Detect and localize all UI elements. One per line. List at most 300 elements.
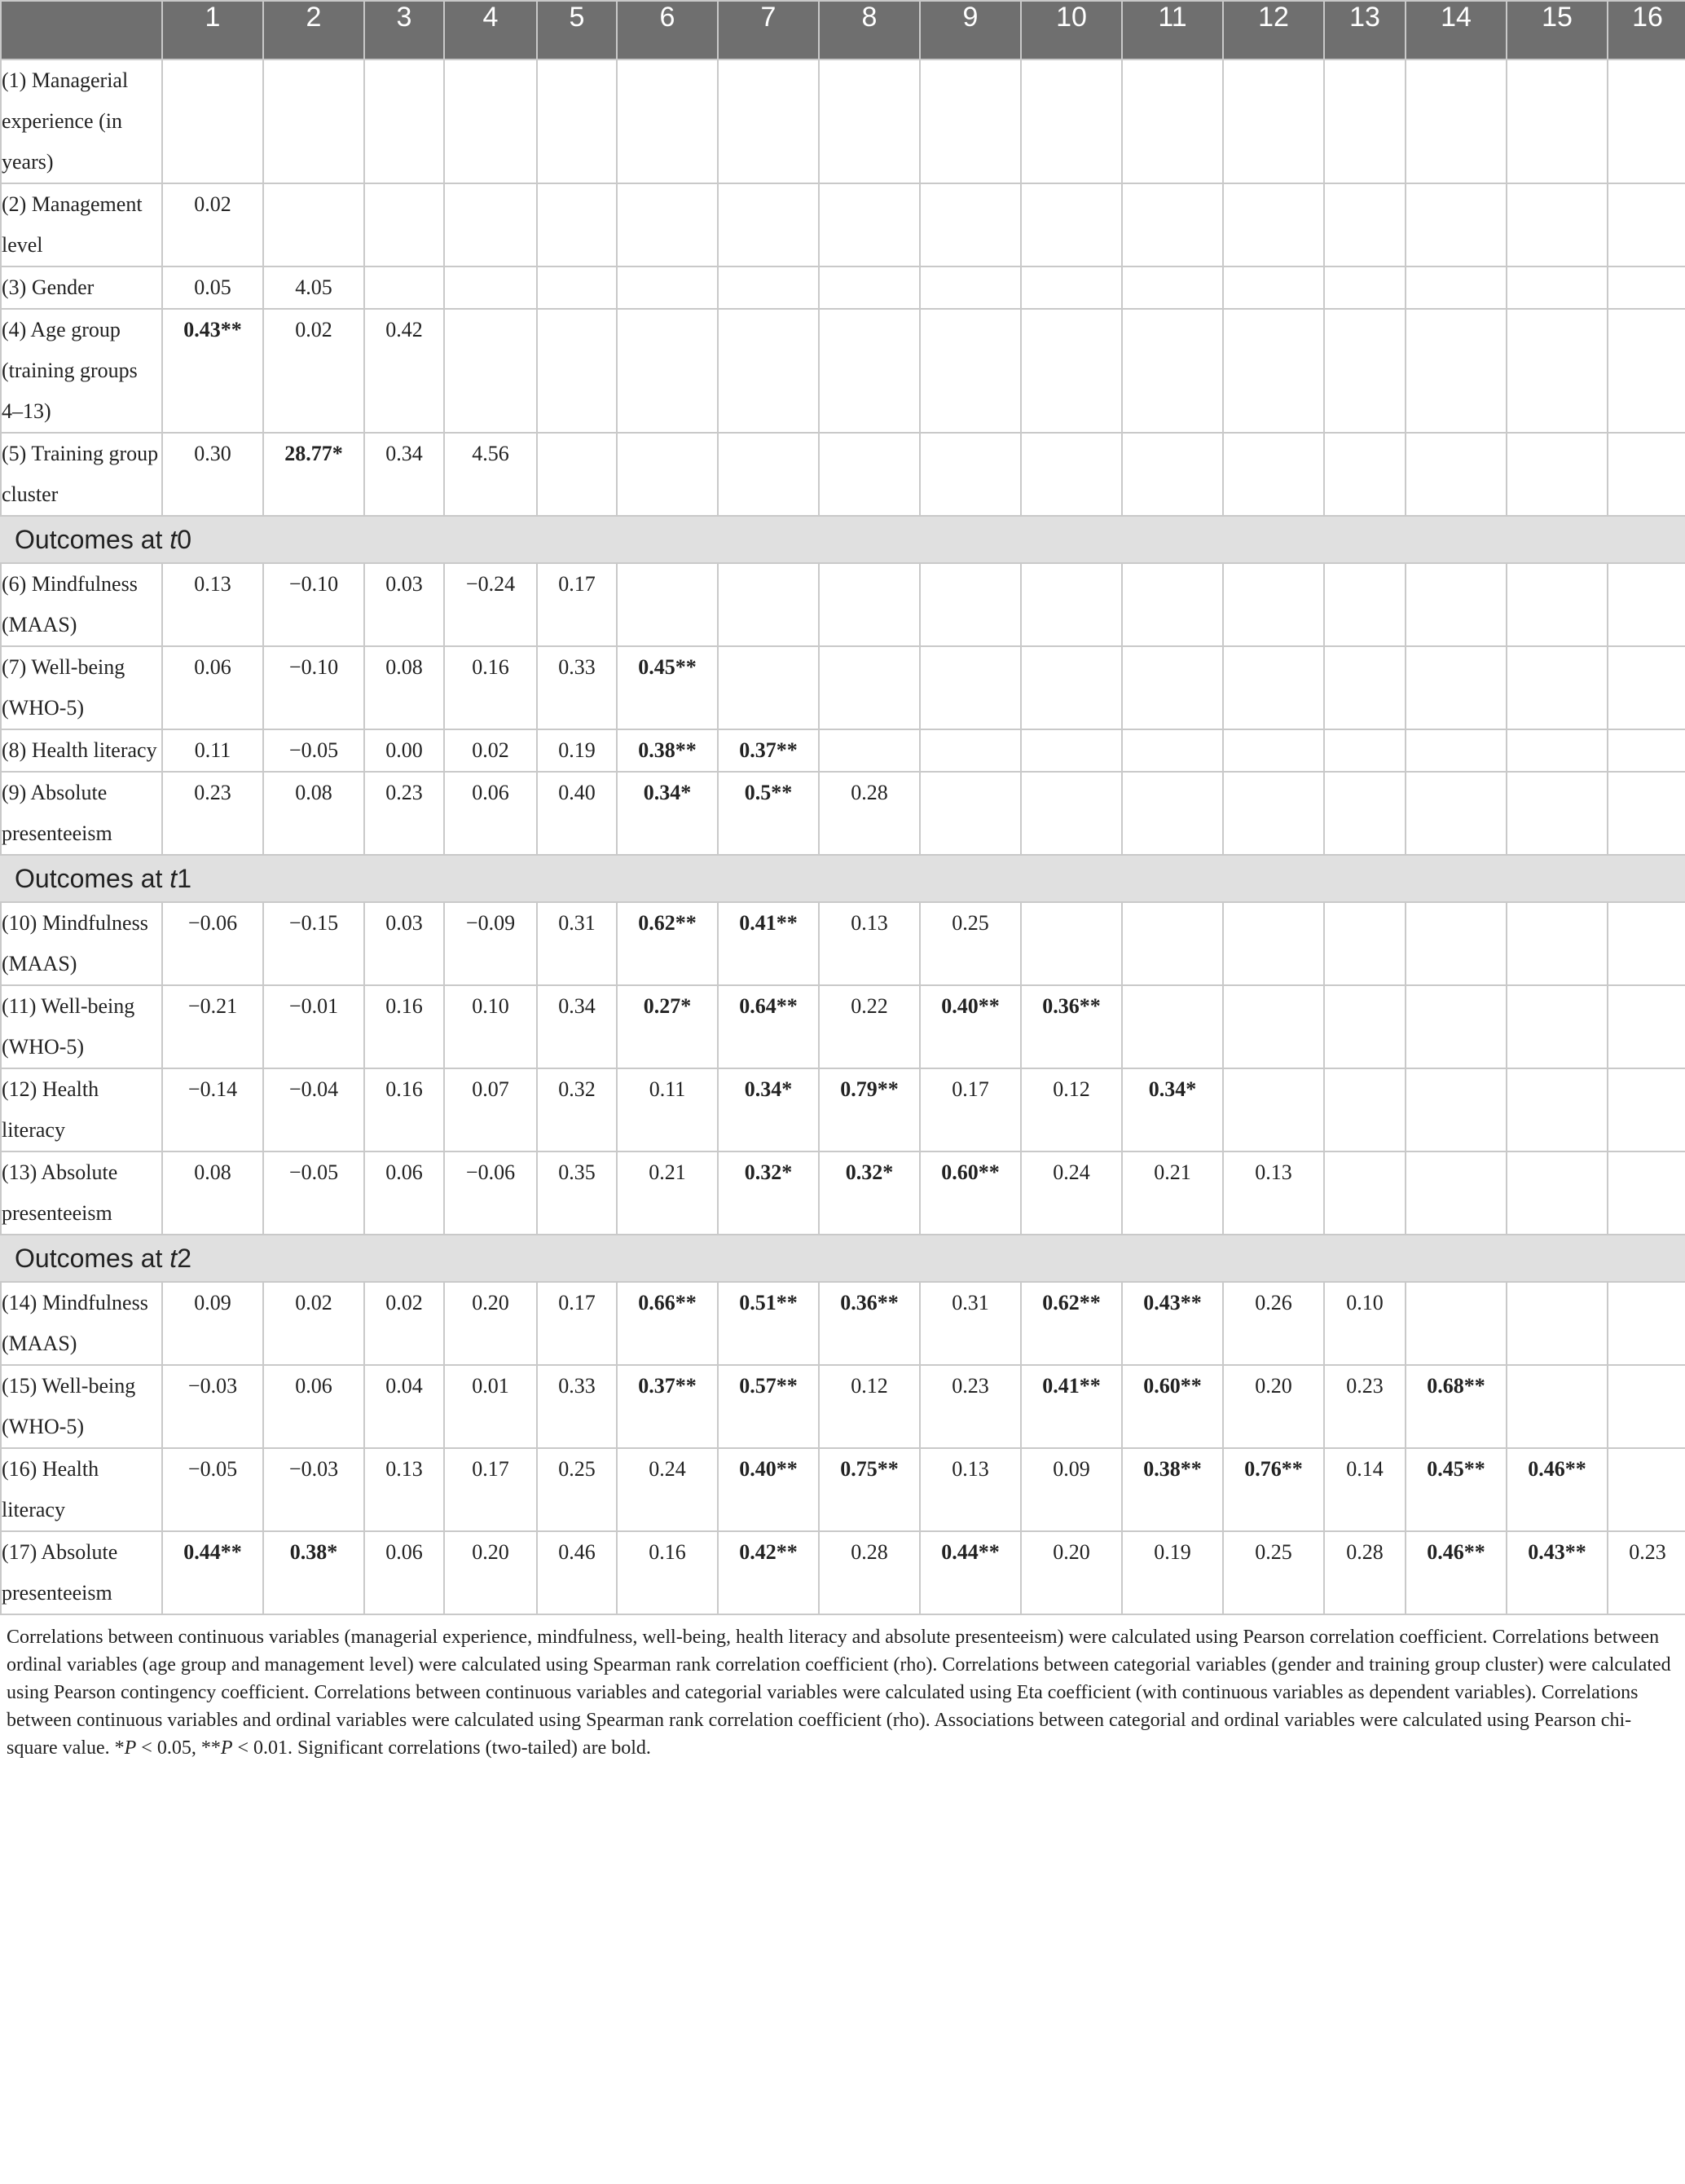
table-cell: −0.05 [263, 729, 364, 772]
table-cell [617, 266, 718, 309]
table-cell [537, 433, 617, 516]
table-cell: 0.62** [617, 902, 718, 985]
table-cell [263, 183, 364, 266]
table-cell [162, 59, 263, 183]
table-cell [1608, 1365, 1685, 1448]
table-cell [1406, 433, 1507, 516]
table-cell: 0.26 [1223, 1282, 1324, 1365]
table-cell [920, 563, 1021, 646]
table-cell [364, 266, 444, 309]
table-cell [1608, 772, 1685, 855]
table-cell: 0.03 [364, 563, 444, 646]
table-row [1, 1068, 1685, 1151]
table-cell [920, 772, 1021, 855]
table-cell: 0.36** [1021, 985, 1122, 1068]
table-cell [1507, 309, 1608, 433]
table-cell: 0.06 [162, 646, 263, 729]
row-label: (15) Well-being (WHO-5) [1, 1365, 162, 1448]
table-cell [1406, 985, 1507, 1068]
table-cell [1507, 772, 1608, 855]
row-label: (1) Managerial experience (in years) [1, 59, 162, 183]
table-row [1, 1448, 1685, 1531]
table-cell: 0.16 [364, 985, 444, 1068]
row-label: (16) Health literacy [1, 1448, 162, 1531]
table-cell: −0.05 [162, 1448, 263, 1531]
table-row [1, 1282, 1685, 1365]
footnote-p1-threshold: < 0.05, ** [136, 1737, 221, 1759]
table-cell: 0.16 [364, 1068, 444, 1151]
table-cell [718, 183, 819, 266]
table-cell [819, 309, 920, 433]
table-cell [920, 266, 1021, 309]
header-row [1, 1, 1685, 59]
row-label: (11) Well-being (WHO-5) [1, 985, 162, 1068]
table-cell [1406, 729, 1507, 772]
table-cell [1223, 772, 1324, 855]
column-header: 6 [617, 1, 718, 59]
table-cell: 0.34 [537, 985, 617, 1068]
footnote-p-symbol: P [220, 1737, 233, 1759]
table-cell: 0.60** [920, 1151, 1021, 1235]
row-label: (17) Absolute presenteeism [1, 1531, 162, 1614]
table-cell: 0.43** [162, 309, 263, 433]
table-cell: 0.04 [364, 1365, 444, 1448]
table-cell [1608, 902, 1685, 985]
table-cell: 0.75** [819, 1448, 920, 1531]
table-cell: 0.42 [364, 309, 444, 433]
row-label: (12) Health literacy [1, 1068, 162, 1151]
section-row-t1 [1, 855, 1685, 902]
table-cell [1122, 59, 1223, 183]
table-cell: 0.25 [920, 902, 1021, 985]
table-cell [1406, 59, 1507, 183]
table-cell: −0.21 [162, 985, 263, 1068]
section-heading [1, 855, 1685, 902]
column-header: 7 [718, 1, 819, 59]
section-heading [1, 516, 1685, 563]
column-header: 11 [1122, 1, 1223, 59]
table-cell: 0.06 [263, 1365, 364, 1448]
table-cell [819, 433, 920, 516]
table-cell [1223, 433, 1324, 516]
table-cell: 0.08 [364, 646, 444, 729]
section-row-t0 [1, 516, 1685, 563]
table-cell: 0.34* [1122, 1068, 1223, 1151]
table-row [1, 433, 1685, 516]
table-cell: −0.24 [444, 563, 537, 646]
table-cell [1406, 1282, 1507, 1365]
table-cell [1507, 433, 1608, 516]
table-cell: 0.40** [920, 985, 1021, 1068]
table-cell: 0.13 [364, 1448, 444, 1531]
table-cell [819, 646, 920, 729]
table-row [1, 646, 1685, 729]
table-cell [1406, 646, 1507, 729]
footnote-p-symbol: P [124, 1737, 137, 1759]
table-cell [617, 309, 718, 433]
column-header: 16 [1608, 1, 1685, 59]
table-cell [718, 646, 819, 729]
section-heading [1, 1235, 1685, 1282]
table-cell: 0.02 [263, 309, 364, 433]
table-cell [1021, 563, 1122, 646]
table-cell: −0.14 [162, 1068, 263, 1151]
table-cell [1507, 1068, 1608, 1151]
table-cell: 0.30 [162, 433, 263, 516]
table-cell: 0.64** [718, 985, 819, 1068]
table-cell: 0.24 [1021, 1151, 1122, 1235]
table-cell [819, 183, 920, 266]
table-cell: −0.03 [263, 1448, 364, 1531]
table-cell [537, 183, 617, 266]
table-cell: −0.03 [162, 1365, 263, 1448]
table-cell: 0.02 [263, 1282, 364, 1365]
table-cell: 0.23 [162, 772, 263, 855]
table-cell: 0.34* [617, 772, 718, 855]
table-cell: 0.41** [718, 902, 819, 985]
table-cell [718, 563, 819, 646]
table-cell: 0.16 [444, 646, 537, 729]
table-cell: 0.10 [444, 985, 537, 1068]
table-cell: −0.15 [263, 902, 364, 985]
table-cell [819, 59, 920, 183]
table-cell [1507, 985, 1608, 1068]
table-cell [617, 563, 718, 646]
table-cell [1406, 309, 1507, 433]
table-cell: 0.01 [444, 1365, 537, 1448]
row-label: (13) Absolute presenteeism [1, 1151, 162, 1235]
table-cell: 0.23 [364, 772, 444, 855]
row-label: (4) Age group (training groups 4–13) [1, 309, 162, 433]
table-cell [1608, 266, 1685, 309]
table-cell: 0.13 [819, 902, 920, 985]
column-header: 5 [537, 1, 617, 59]
section-row-t2 [1, 1235, 1685, 1282]
table-cell [1608, 1068, 1685, 1151]
table-cell: 0.51** [718, 1282, 819, 1365]
table-cell [1324, 433, 1406, 516]
table-row [1, 902, 1685, 985]
table-cell: 0.38** [617, 729, 718, 772]
table-cell: 4.05 [263, 266, 364, 309]
table-cell: −0.05 [263, 1151, 364, 1235]
table-cell [1324, 729, 1406, 772]
table-cell: 0.5** [718, 772, 819, 855]
table-cell: 0.28 [1324, 1531, 1406, 1614]
table-cell: 0.32* [718, 1151, 819, 1235]
table-cell: 0.31 [920, 1282, 1021, 1365]
table-cell [1223, 183, 1324, 266]
column-header: 4 [444, 1, 537, 59]
table-cell: 0.08 [263, 772, 364, 855]
table-cell: 0.37** [718, 729, 819, 772]
table-cell: −0.01 [263, 985, 364, 1068]
table-cell [1122, 985, 1223, 1068]
table-cell: 0.03 [364, 902, 444, 985]
table-cell [1608, 183, 1685, 266]
table-cell [1223, 902, 1324, 985]
table-cell [1122, 183, 1223, 266]
row-label: (10) Mindfulness (MAAS) [1, 902, 162, 985]
row-label: (2) Management level [1, 183, 162, 266]
table-cell: 0.17 [920, 1068, 1021, 1151]
table-cell [1021, 902, 1122, 985]
table-row [1, 309, 1685, 433]
table-cell [263, 59, 364, 183]
table-cell [1406, 183, 1507, 266]
table-cell: 0.40 [537, 772, 617, 855]
table-cell: 0.02 [162, 183, 263, 266]
table-cell: 0.21 [617, 1151, 718, 1235]
table-cell [1507, 59, 1608, 183]
table-cell [819, 563, 920, 646]
table-cell [444, 266, 537, 309]
table-cell: 0.17 [537, 1282, 617, 1365]
table-cell [537, 59, 617, 183]
table-cell [1223, 985, 1324, 1068]
table-cell: 0.66** [617, 1282, 718, 1365]
table-cell [1406, 772, 1507, 855]
table-cell: 0.13 [1223, 1151, 1324, 1235]
table-cell: 0.23 [1324, 1365, 1406, 1448]
table-cell [1324, 309, 1406, 433]
section-heading-prefix: Outcomes at [15, 864, 170, 893]
table-cell [444, 309, 537, 433]
table-row [1, 1365, 1685, 1448]
table-cell: 0.13 [162, 563, 263, 646]
table-cell: 0.34 [364, 433, 444, 516]
table-cell [1608, 1151, 1685, 1235]
table-cell: 0.33 [537, 646, 617, 729]
column-header: 1 [162, 1, 263, 59]
table-cell: 0.46** [1507, 1448, 1608, 1531]
table-cell: −0.04 [263, 1068, 364, 1151]
table-cell: 0.05 [162, 266, 263, 309]
table-cell [364, 59, 444, 183]
table-cell: 0.09 [162, 1282, 263, 1365]
table-cell: 0.41** [1021, 1365, 1122, 1448]
table-cell [1122, 646, 1223, 729]
table-cell [1406, 1151, 1507, 1235]
row-label: (3) Gender [1, 266, 162, 309]
table-cell [1324, 1068, 1406, 1151]
table-cell: 0.42** [718, 1531, 819, 1614]
table-cell: 0.34* [718, 1068, 819, 1151]
table-cell [718, 433, 819, 516]
table-cell [1507, 729, 1608, 772]
column-header: 3 [364, 1, 444, 59]
row-label: (14) Mindfulness (MAAS) [1, 1282, 162, 1365]
table-cell: 0.17 [537, 563, 617, 646]
table-cell [1608, 646, 1685, 729]
table-cell: 0.02 [444, 729, 537, 772]
table-cell [1122, 563, 1223, 646]
table-cell: 0.19 [537, 729, 617, 772]
table-cell: 0.57** [718, 1365, 819, 1448]
table-cell: 0.11 [162, 729, 263, 772]
table-cell [1223, 563, 1324, 646]
table-cell [1122, 772, 1223, 855]
table-cell [617, 59, 718, 183]
table-cell: 0.00 [364, 729, 444, 772]
table-cell: 4.56 [444, 433, 537, 516]
table-cell: 0.31 [537, 902, 617, 985]
table-cell: 0.11 [617, 1068, 718, 1151]
table-cell [1021, 729, 1122, 772]
table-cell [1223, 1068, 1324, 1151]
table-cell: 0.16 [617, 1531, 718, 1614]
column-header: 9 [920, 1, 1021, 59]
table-cell: 0.37** [617, 1365, 718, 1448]
table-cell [617, 183, 718, 266]
table-cell [1021, 59, 1122, 183]
table-cell: 0.23 [920, 1365, 1021, 1448]
table-cell: 0.06 [444, 772, 537, 855]
table-cell [1507, 646, 1608, 729]
table-cell: 0.38** [1122, 1448, 1223, 1531]
table-cell [1223, 59, 1324, 183]
table-cell [1021, 433, 1122, 516]
table-cell [1507, 266, 1608, 309]
table-cell: 0.43** [1507, 1531, 1608, 1614]
section-heading-suffix: 0 [177, 525, 191, 554]
table-cell [1223, 646, 1324, 729]
table-cell: 0.10 [1324, 1282, 1406, 1365]
table-cell: 0.12 [819, 1365, 920, 1448]
table-cell: 0.28 [819, 1531, 920, 1614]
table-cell: 0.40** [718, 1448, 819, 1531]
table-row [1, 59, 1685, 183]
section-heading-suffix: 2 [177, 1244, 191, 1273]
table-cell: 0.20 [1021, 1531, 1122, 1614]
table-cell [1324, 1151, 1406, 1235]
table-cell [1122, 729, 1223, 772]
table-cell: 0.46 [537, 1531, 617, 1614]
table-cell [1507, 1365, 1608, 1448]
table-cell [1122, 902, 1223, 985]
table-row [1, 183, 1685, 266]
table-cell: 0.20 [444, 1531, 537, 1614]
table-cell: 0.33 [537, 1365, 617, 1448]
table-cell [1324, 59, 1406, 183]
table-cell [920, 729, 1021, 772]
table-cell [920, 183, 1021, 266]
table-cell: 0.14 [1324, 1448, 1406, 1531]
table-cell [718, 266, 819, 309]
table-cell [1122, 433, 1223, 516]
table-cell [1406, 266, 1507, 309]
table-cell: 0.60** [1122, 1365, 1223, 1448]
table-cell [1021, 266, 1122, 309]
table-cell [1122, 266, 1223, 309]
table-cell: −0.06 [162, 902, 263, 985]
table-cell [1223, 309, 1324, 433]
table-cell: 0.45** [617, 646, 718, 729]
footnote-p1-star: * [114, 1737, 125, 1759]
table-cell: 0.07 [444, 1068, 537, 1151]
table-cell [364, 183, 444, 266]
table-row [1, 266, 1685, 309]
table-cell: 0.27* [617, 985, 718, 1068]
table-cell [920, 646, 1021, 729]
table-row [1, 563, 1685, 646]
table-cell [444, 59, 537, 183]
header-corner [1, 1, 162, 59]
table-cell: 0.22 [819, 985, 920, 1068]
table-cell: −0.10 [263, 646, 364, 729]
table-cell: 0.46** [1406, 1531, 1507, 1614]
section-heading-var: t [169, 525, 178, 554]
table-cell [1507, 1282, 1608, 1365]
table-cell [1507, 563, 1608, 646]
table-cell: 0.44** [920, 1531, 1021, 1614]
table-cell: 0.12 [1021, 1068, 1122, 1151]
table-row [1, 729, 1685, 772]
table-cell [1507, 183, 1608, 266]
table-cell [1507, 1151, 1608, 1235]
table-cell [1324, 985, 1406, 1068]
footnote-text: Correlations between continuous variables (managerial experience, mindfulness, well-being, health literacy and absolute presenteeism) were calculated using Pearson correlation coefficient. Correlations between ordinal variables (age group and management level) were calculated using Spearman rank correlation coefficient (rho). Correlations between categorial variables (gender and training group cluster) were calculated using Pearson contingency coefficient. Correlations between continuous variables and categorial variables were calculated using Eta coefficient (with continuous variables as dependent variables). Correlations between continuous variables and ordinal variables were calculated using Spearman rank correlation coefficient (rho). Associations between categorial and ordinal variables were calculated using Pearson chi-square value. [7, 1627, 1671, 1759]
table-cell: 0.02 [364, 1282, 444, 1365]
row-label: (5) Training group cluster [1, 433, 162, 516]
table-cell [1406, 902, 1507, 985]
table-cell [1608, 1282, 1685, 1365]
table-cell: 0.25 [1223, 1531, 1324, 1614]
table-cell: 0.36** [819, 1282, 920, 1365]
table-cell [1021, 183, 1122, 266]
table-cell [1021, 309, 1122, 433]
table-cell: 0.06 [364, 1151, 444, 1235]
table-cell: −0.06 [444, 1151, 537, 1235]
table-cell [617, 433, 718, 516]
table-cell: 0.45** [1406, 1448, 1507, 1531]
table-cell: 0.35 [537, 1151, 617, 1235]
table-cell [1223, 729, 1324, 772]
table-cell: 0.17 [444, 1448, 537, 1531]
table-cell: 0.38* [263, 1531, 364, 1614]
table-cell [1608, 433, 1685, 516]
table-cell: 0.32 [537, 1068, 617, 1151]
table-cell [1608, 729, 1685, 772]
table-cell [1507, 902, 1608, 985]
table-cell: 0.20 [444, 1282, 537, 1365]
table-cell [1608, 563, 1685, 646]
table-cell: 0.21 [1122, 1151, 1223, 1235]
table-cell: 0.06 [364, 1531, 444, 1614]
table-cell: 0.09 [1021, 1448, 1122, 1531]
column-header: 14 [1406, 1, 1507, 59]
column-header: 12 [1223, 1, 1324, 59]
table-cell [1608, 309, 1685, 433]
table-cell: 0.24 [617, 1448, 718, 1531]
table-cell [537, 266, 617, 309]
row-label: (6) Mindfulness (MAAS) [1, 563, 162, 646]
section-heading-prefix: Outcomes at [15, 525, 170, 554]
table-cell: 0.44** [162, 1531, 263, 1614]
row-label: (7) Well-being (WHO-5) [1, 646, 162, 729]
table-cell [819, 266, 920, 309]
table-cell [1324, 646, 1406, 729]
table-row [1, 772, 1685, 855]
table-cell: 0.25 [537, 1448, 617, 1531]
table-footnote [0, 1615, 1685, 1762]
table-cell: 0.08 [162, 1151, 263, 1235]
table-cell: 0.79** [819, 1068, 920, 1151]
table-cell [1324, 266, 1406, 309]
table-cell [718, 309, 819, 433]
table-cell: −0.09 [444, 902, 537, 985]
section-heading-prefix: Outcomes at [15, 1244, 170, 1273]
